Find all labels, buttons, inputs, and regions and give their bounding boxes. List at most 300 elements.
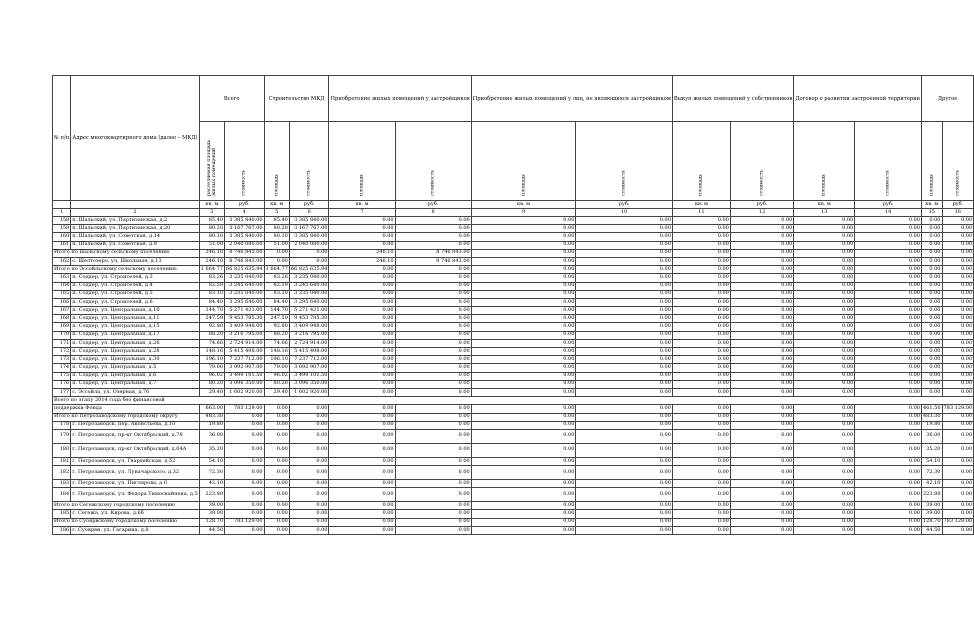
address-cell: г. Петрозаводск, ул. Федора Тимоскайнена, д.5: [71, 488, 200, 502]
unit-cell: кв. м: [471, 201, 576, 209]
value-cell: 0.00: [471, 241, 576, 249]
column-number: 10: [576, 209, 672, 217]
value-cell: 0.00: [672, 421, 730, 429]
value-cell: 3 235 040.00: [225, 290, 265, 298]
value-cell: 39.00: [199, 502, 224, 510]
value-cell: 0.00: [289, 257, 329, 265]
value-cell: 0.00: [922, 372, 943, 380]
value-cell: 3 216 795.00: [225, 331, 265, 339]
header-construction: Строительство МКД: [264, 76, 329, 122]
subheader-cost: стоимость: [955, 170, 961, 196]
value-cell: 0.00: [942, 466, 974, 480]
value-cell: 0.00: [730, 372, 794, 380]
value-cell: 0.00: [471, 249, 576, 257]
value-cell: 0.00: [471, 298, 576, 306]
value-cell: 0.00: [289, 510, 329, 518]
table-row: [53, 331, 974, 339]
value-cell: 0.00: [794, 480, 855, 488]
value-cell: 0.00: [942, 274, 974, 282]
value-cell: 0.00: [794, 339, 855, 347]
value-cell: 3 409 948.00: [225, 323, 265, 331]
subheader-cost: стоимость: [241, 170, 247, 196]
value-cell: 39.00: [199, 510, 224, 518]
value-cell: 36.00: [199, 429, 224, 443]
table-row: [53, 274, 974, 282]
value-cell: 0.00: [329, 380, 395, 388]
value-cell: 0.00: [329, 388, 395, 396]
unit-cell: кв. м: [672, 201, 730, 209]
value-cell: 0.00: [794, 307, 855, 315]
value-cell: 0.00: [225, 413, 265, 421]
address-cell: п. Соддер, ул. Строителей, д.4: [71, 282, 200, 290]
column-number: 7: [329, 209, 395, 217]
value-cell: 66 825 635.94: [290, 265, 328, 272]
value-cell: 0.00: [942, 315, 974, 323]
table-row: [53, 526, 974, 534]
value-cell: 0.00: [264, 421, 289, 429]
value-cell: 0.00: [672, 380, 730, 388]
row-number: 168: [53, 315, 71, 323]
value-cell: 0.00: [794, 290, 855, 298]
value-cell: 44.50: [199, 526, 224, 534]
value-cell: 80.20: [264, 225, 289, 233]
value-cell: 0.00: [794, 266, 855, 274]
value-cell: 0.00: [576, 233, 672, 241]
value-cell: 0.00: [794, 413, 855, 421]
value-cell: 0.00: [289, 443, 329, 457]
row-number: 167: [53, 307, 71, 315]
row-number: 165: [53, 290, 71, 298]
value-cell: 0.00: [576, 510, 672, 518]
value-cell: 3 385 840.00: [225, 217, 265, 225]
value-cell: 0.00: [329, 372, 395, 380]
value-cell: 39.00: [922, 502, 943, 510]
value-cell: 0.00: [855, 526, 922, 534]
address-cell: г. Петрозаводск, ул. Луначарского, д.32: [71, 466, 200, 480]
value-cell: 0.00: [672, 429, 730, 443]
value-cell: 0.00: [855, 339, 922, 347]
value-cell: 0.00: [329, 339, 395, 347]
value-cell: 0.00: [794, 217, 855, 225]
value-cell: 0.00: [794, 372, 855, 380]
table-row: [53, 298, 974, 306]
value-cell: 0.00: [329, 457, 395, 465]
value-cell: 0.00: [942, 372, 974, 380]
value-cell: 148.16: [199, 348, 224, 356]
value-cell: 0.00: [855, 380, 922, 388]
value-cell: 42.10: [922, 480, 943, 488]
value-cell: 0.00: [942, 457, 974, 465]
value-cell: 0.00: [329, 429, 395, 443]
value-cell: 0.00: [395, 339, 471, 347]
value-cell: 0.00: [855, 233, 922, 241]
value-cell: 0.00: [942, 282, 974, 290]
value-cell: 0.00: [922, 233, 943, 241]
value-cell: 0.00: [264, 457, 289, 465]
value-cell: 88.20: [199, 331, 224, 339]
value-cell: 0.00: [730, 233, 794, 241]
value-cell: 0.00: [922, 380, 943, 388]
value-cell: 247.59: [199, 315, 224, 323]
value-cell: 0.00: [794, 274, 855, 282]
table-row: [53, 480, 974, 488]
value-cell: 0.00: [576, 225, 672, 233]
value-cell: 0.00: [855, 217, 922, 225]
value-cell: 0.00: [329, 480, 395, 488]
value-cell: 0.00: [329, 241, 395, 249]
table-row: [53, 323, 974, 331]
value-cell: 80.20: [199, 380, 224, 388]
value-cell: 0.00: [471, 466, 576, 480]
value-cell: 0.00: [471, 282, 576, 290]
subtotal-row: [53, 266, 974, 274]
value-cell: 0.00: [672, 443, 730, 457]
subheader-cost: стоимость: [885, 170, 891, 196]
table-header-row: [53, 76, 974, 122]
row-number: 176: [53, 380, 71, 388]
value-cell: 0.00: [730, 502, 794, 510]
value-cell: 0.00: [264, 249, 289, 257]
value-cell: 8 746 843.00: [225, 249, 265, 257]
value-cell: 0.00: [730, 274, 794, 282]
value-cell: 3 499 101.50: [289, 372, 329, 380]
value-cell: 3 092 907.00: [289, 364, 329, 372]
value-cell: 0.00: [922, 356, 943, 364]
value-cell: 0.00: [471, 339, 576, 347]
value-cell: 39.00: [922, 510, 943, 518]
value-cell: 0.00: [395, 413, 471, 421]
subtotal-row: [53, 518, 974, 526]
value-cell: 29.40: [264, 388, 289, 396]
value-cell: 0.00: [471, 388, 576, 396]
value-cell: 0.00: [395, 217, 471, 225]
value-cell: 0.00: [922, 315, 943, 323]
address-cell: г. Петрозаводск, пр-кт Октябрьский, д.78: [71, 429, 200, 443]
value-cell: 0.00: [730, 413, 794, 421]
value-cell: 0.00: [576, 413, 672, 421]
row-number: 161: [53, 241, 71, 249]
subheader-total-area: расселяемая площадь жилых помещений: [206, 139, 217, 196]
value-cell: 0.00: [942, 526, 974, 534]
value-cell: 0.00: [329, 364, 395, 372]
value-cell: 9 453 785.30: [225, 315, 265, 323]
value-cell: 5 271 421.00: [225, 307, 265, 315]
value-cell: 0.00: [225, 429, 265, 443]
value-cell: 0.00: [672, 413, 730, 421]
units-row: [53, 201, 974, 209]
value-cell: 0.00: [329, 421, 395, 429]
value-cell: 80.10: [264, 233, 289, 241]
value-cell: 0.00: [942, 380, 974, 388]
address-cell: с. Шелтозеро, ул. Школьная, д.13: [71, 257, 200, 265]
column-numbers-row: [53, 209, 974, 217]
value-cell: 51.00: [264, 241, 289, 249]
value-cell: 0.00: [471, 348, 576, 356]
value-cell: 0.00: [672, 266, 730, 274]
value-cell: 0.00: [395, 388, 471, 396]
table-row: [53, 372, 974, 380]
value-cell: 0.00: [730, 457, 794, 465]
subheader-cost: стоимость: [306, 170, 312, 196]
value-cell: 0.00: [942, 413, 974, 421]
value-cell: 0.00: [225, 526, 265, 534]
row-number: 185: [53, 510, 71, 518]
value-cell: 0.00: [576, 307, 672, 315]
value-cell: 0.00: [942, 323, 974, 331]
unit-cell: руб.: [576, 201, 672, 209]
value-cell: 88.20: [264, 331, 289, 339]
value-cell: 0.00: [329, 518, 395, 526]
row-number: 186: [53, 526, 71, 534]
value-cell: 3 245 640.00: [225, 282, 265, 290]
value-cell: 0.00: [942, 331, 974, 339]
value-cell: 144.70: [264, 307, 289, 315]
value-cell: 0.00: [576, 323, 672, 331]
value-cell: 0.00: [672, 502, 730, 510]
table-row: [53, 307, 974, 315]
value-cell: 83.10: [199, 290, 224, 298]
value-cell: 0.00: [855, 225, 922, 233]
value-cell: 0.00: [730, 266, 794, 274]
header-total: Всего: [199, 76, 264, 122]
value-cell: 0.00: [942, 421, 974, 429]
value-cell: 0.00: [922, 323, 943, 331]
value-cell: 0.00: [329, 348, 395, 356]
value-cell: 0.00: [672, 233, 730, 241]
value-cell: 0.00: [855, 457, 922, 465]
address-cell: п. Соддер, ул. Строителей, д.3: [71, 274, 200, 282]
value-cell: 0.00: [264, 488, 289, 502]
column-number: 3: [199, 209, 224, 217]
value-cell: 0.00: [576, 372, 672, 380]
value-cell: 0.00: [289, 518, 329, 526]
value-cell: 85.40: [199, 217, 224, 225]
value-cell: 0.00: [942, 388, 974, 396]
address-cell: г. Петрозаводск, пр-кт Октябрьский, д.64А: [71, 443, 200, 457]
value-cell: 0.00: [471, 233, 576, 241]
value-cell: 0.00: [264, 466, 289, 480]
value-cell: 0.00: [794, 457, 855, 465]
value-cell: 0.00: [730, 348, 794, 356]
value-cell: 0.00: [471, 413, 576, 421]
value-cell: 0.00: [471, 290, 576, 298]
address-cell: п. Соддер, ул. Центральная, д.17: [71, 331, 200, 339]
value-cell: 0.00: [395, 518, 471, 526]
value-cell: 44.50: [922, 526, 943, 534]
value-cell: 0.00: [329, 315, 395, 323]
value-cell: 83.26: [264, 274, 289, 282]
table-row: [53, 225, 974, 233]
subheader-area: площадь: [274, 173, 280, 196]
value-cell: 0.00: [672, 466, 730, 480]
value-cell: 0.00: [395, 380, 471, 388]
column-number: 6: [289, 209, 329, 217]
table-row: [53, 241, 974, 249]
value-cell: 0.00: [225, 510, 265, 518]
value-cell: 8 746 843.00: [395, 257, 471, 265]
unit-cell: руб.: [225, 201, 265, 209]
value-cell: 0.00: [576, 466, 672, 480]
table-row: [53, 257, 974, 265]
value-cell: 29.40: [199, 388, 224, 396]
header-number: № п/п: [53, 76, 71, 201]
address-cell: г. Суоярви, ул. Гагарина, д.8: [71, 526, 200, 534]
value-cell: 0.00: [329, 282, 395, 290]
value-cell: 0.00: [329, 356, 395, 364]
value-cell: 0.00: [730, 331, 794, 339]
value-cell: 0.00: [942, 480, 974, 488]
header-purchase-developers: Приобретение жилых помещений у застройщиков: [329, 76, 471, 122]
value-cell: 8 746 843.00: [225, 257, 265, 265]
value-cell: 0.00: [942, 356, 974, 364]
address-cell: п. Соддер, ул. Центральная, д.30: [71, 356, 200, 364]
value-cell: 0.00: [730, 249, 794, 257]
value-cell: 0.00: [672, 217, 730, 225]
column-number: 11: [672, 209, 730, 217]
value-cell: 0.00: [329, 274, 395, 282]
value-cell: 0.00: [395, 421, 471, 429]
value-cell: 0.00: [794, 233, 855, 241]
value-cell: 0.00: [730, 339, 794, 347]
value-cell: 0.00: [471, 518, 576, 526]
value-cell: 0.00: [942, 488, 974, 502]
value-cell: 0.00: [855, 257, 922, 265]
unit-cell: кв. м: [199, 201, 224, 209]
value-cell: 0.00: [395, 356, 471, 364]
value-cell: 0.00: [672, 356, 730, 364]
value-cell: 0.00: [942, 348, 974, 356]
column-number: 2: [71, 209, 200, 217]
value-cell: 0.00: [922, 331, 943, 339]
address-cell: г. Петрозаводск, ул. Гвардейская, д.52: [71, 457, 200, 465]
value-cell: 0.00: [395, 241, 471, 249]
value-cell: 0.00: [794, 510, 855, 518]
value-cell: 0.00: [730, 526, 794, 534]
unit-cell: руб.: [855, 201, 922, 209]
value-cell: 0.00: [855, 274, 922, 282]
value-cell: 0.00: [672, 405, 730, 413]
row-number: 158: [53, 217, 71, 225]
address-cell: п. Соддер, ул. Центральная, д.28: [71, 348, 200, 356]
value-cell: 0.00: [855, 421, 922, 429]
value-cell: 0.00: [395, 225, 471, 233]
value-cell: 84.40: [264, 298, 289, 306]
address-cell: п. Соддер, ул. Центральная, д.11: [71, 315, 200, 323]
row-number: 179: [53, 429, 71, 443]
subheader-cost: стоимость: [430, 170, 436, 196]
value-cell: 8 746 843.00: [395, 249, 471, 257]
value-cell: 0.00: [471, 510, 576, 518]
value-cell: 0.00: [855, 413, 922, 421]
value-cell: 74.66: [264, 339, 289, 347]
value-cell: 0.00: [942, 307, 974, 315]
value-cell: 3 235 040.00: [225, 274, 265, 282]
table-row: [53, 339, 974, 347]
value-cell: 0.00: [576, 388, 672, 396]
value-cell: 0.00: [730, 217, 794, 225]
value-cell: 0.00: [794, 429, 855, 443]
value-cell: 0.00: [264, 518, 289, 526]
value-cell: 0.00: [855, 356, 922, 364]
subtotal-row: [53, 413, 974, 421]
value-cell: 0.00: [395, 323, 471, 331]
value-cell: 0.00: [576, 298, 672, 306]
value-cell: 0.00: [329, 298, 395, 306]
column-number: 15: [922, 209, 943, 217]
value-cell: 0.00: [730, 307, 794, 315]
value-cell: 0.00: [730, 518, 794, 526]
value-cell: 0.00: [672, 290, 730, 298]
value-cell: 0.00: [471, 225, 576, 233]
value-cell: 0.00: [576, 364, 672, 372]
value-cell: 0.00: [730, 421, 794, 429]
value-cell: 0.00: [395, 331, 471, 339]
value-cell: 0.00: [329, 225, 395, 233]
value-cell: 0.00: [794, 421, 855, 429]
value-cell: 3 385 840.00: [225, 233, 265, 241]
subtotal-label: Итого по Петрозаводскому городскому округу: [53, 413, 200, 421]
row-number: 166: [53, 298, 71, 306]
address-cell: п. Соддер, ул. Центральная, д.5: [71, 364, 200, 372]
subtotal-label: поддержки Фонда: [53, 405, 200, 413]
value-cell: 5 415 498.00: [289, 348, 329, 356]
value-cell: 3 216 795.00: [289, 331, 329, 339]
value-cell: 0.00: [855, 241, 922, 249]
value-cell: 783 129.00: [225, 518, 265, 526]
value-cell: 0.00: [855, 348, 922, 356]
value-cell: 0.00: [576, 339, 672, 347]
value-cell: 0.00: [289, 480, 329, 488]
column-number: 9: [471, 209, 576, 217]
value-cell: 0.00: [471, 421, 576, 429]
unit-cell: руб.: [289, 201, 329, 209]
value-cell: 0.00: [264, 443, 289, 457]
value-cell: 0.00: [576, 241, 672, 249]
value-cell: 3 096 350.00: [289, 380, 329, 388]
value-cell: 0.00: [289, 413, 329, 421]
value-cell: 0.00: [730, 257, 794, 265]
value-cell: 0.00: [730, 405, 794, 413]
table-row: [53, 488, 974, 502]
row-number: 180: [53, 443, 71, 457]
value-cell: 79.00: [199, 364, 224, 372]
value-cell: 0.00: [730, 488, 794, 502]
value-cell: 0.00: [329, 488, 395, 502]
value-cell: 96.02: [264, 372, 289, 380]
subtotal-row: [53, 502, 974, 510]
value-cell: 0.00: [855, 315, 922, 323]
value-cell: 0.00: [471, 266, 576, 274]
table-row: [53, 290, 974, 298]
value-cell: 0.00: [395, 282, 471, 290]
table-row: [53, 233, 974, 241]
value-cell: 0.00: [471, 257, 576, 265]
value-cell: 0.00: [395, 429, 471, 443]
value-cell: 0.00: [225, 488, 265, 502]
address-cell: п. Шальский, ул. Партизанская, д.2: [71, 217, 200, 225]
value-cell: 1 602 920.00: [225, 388, 265, 396]
value-cell: 0.00: [329, 307, 395, 315]
row-number: 174: [53, 364, 71, 372]
value-cell: 0.00: [855, 480, 922, 488]
table-row: [53, 388, 974, 396]
value-cell: 0.00: [576, 421, 672, 429]
value-cell: 0.00: [794, 348, 855, 356]
value-cell: 0.00: [672, 323, 730, 331]
value-cell: 0.00: [942, 502, 974, 510]
value-cell: 0.00: [794, 356, 855, 364]
value-cell: 0.00: [264, 526, 289, 534]
